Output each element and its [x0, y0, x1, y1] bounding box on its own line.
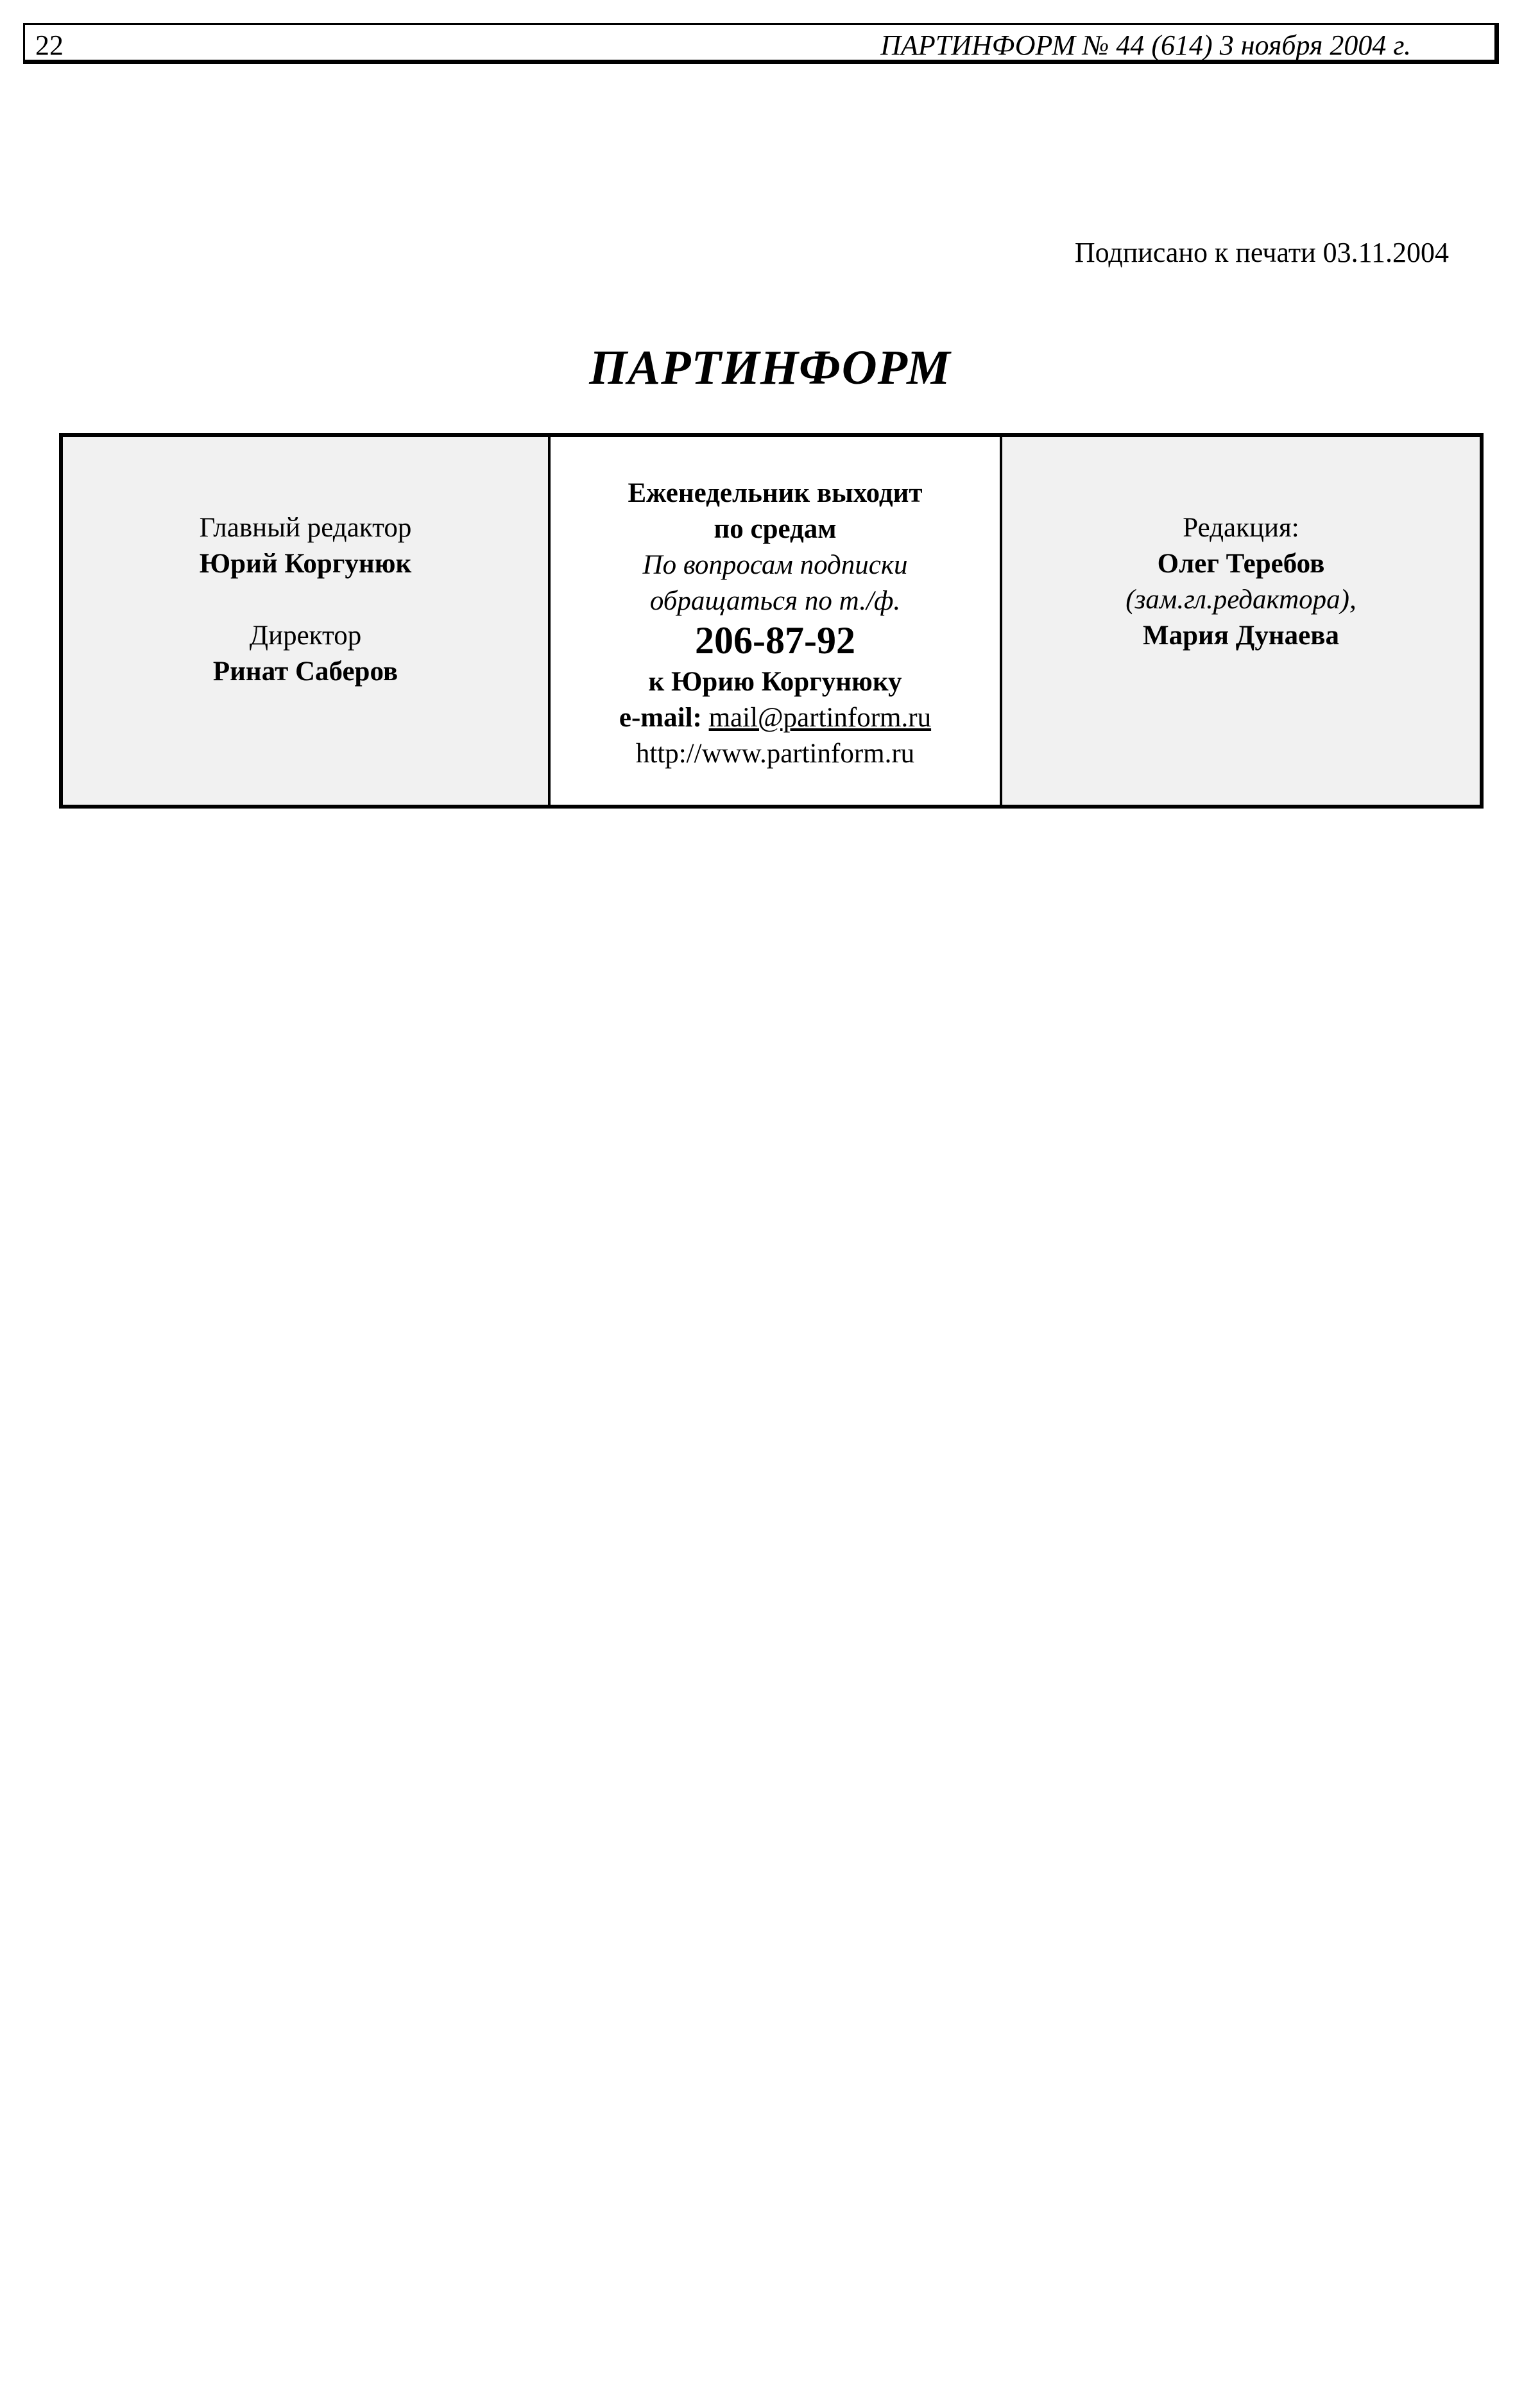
masthead-title: ПАРТИНФОРМ	[589, 341, 951, 395]
editor-role: Главный редактор	[199, 513, 412, 543]
editor-name: Юрий Коргунюк	[199, 549, 412, 579]
spacer	[63, 582, 548, 618]
weekly-schedule-line1: Еженедельник выходит	[628, 478, 923, 508]
director-role: Директор	[249, 621, 362, 651]
page-header	[23, 23, 1499, 64]
subscription-line1: По вопросам подписки	[642, 550, 908, 580]
phone-number: 206-87-92	[695, 619, 855, 662]
email-label: e-mail:	[619, 703, 702, 733]
editorial-label: Редакция:	[1183, 513, 1299, 543]
imprint-middle-column	[551, 437, 1002, 805]
page-number: 22	[35, 30, 64, 61]
signed-to-print: Подписано к печати 03.11.2004	[1074, 237, 1449, 268]
editorial-member-name: Мария Дунаева	[1143, 621, 1339, 651]
issue-info: ПАРТИНФОРМ № 44 (614) 3 ноября 2004 г.	[880, 30, 1411, 61]
email-link[interactable]: mail@partinform.ru	[708, 703, 932, 733]
website-link[interactable]: http://www.partinform.ru	[635, 739, 915, 769]
weekly-schedule-line2: по средам	[714, 514, 837, 544]
email-line	[551, 700, 1000, 736]
subscription-line2: обращаться по т./ф.	[649, 586, 901, 616]
imprint-right-column	[1002, 437, 1480, 805]
contact-person: к Юрию Коргунюку	[648, 667, 902, 697]
imprint-table	[59, 433, 1484, 809]
director-name: Ринат Саберов	[212, 656, 398, 687]
deputy-editor-role: (зам.гл.редактора),	[1125, 585, 1356, 615]
imprint-left-column	[63, 437, 551, 805]
deputy-editor-name: Олег Теребов	[1157, 549, 1325, 579]
